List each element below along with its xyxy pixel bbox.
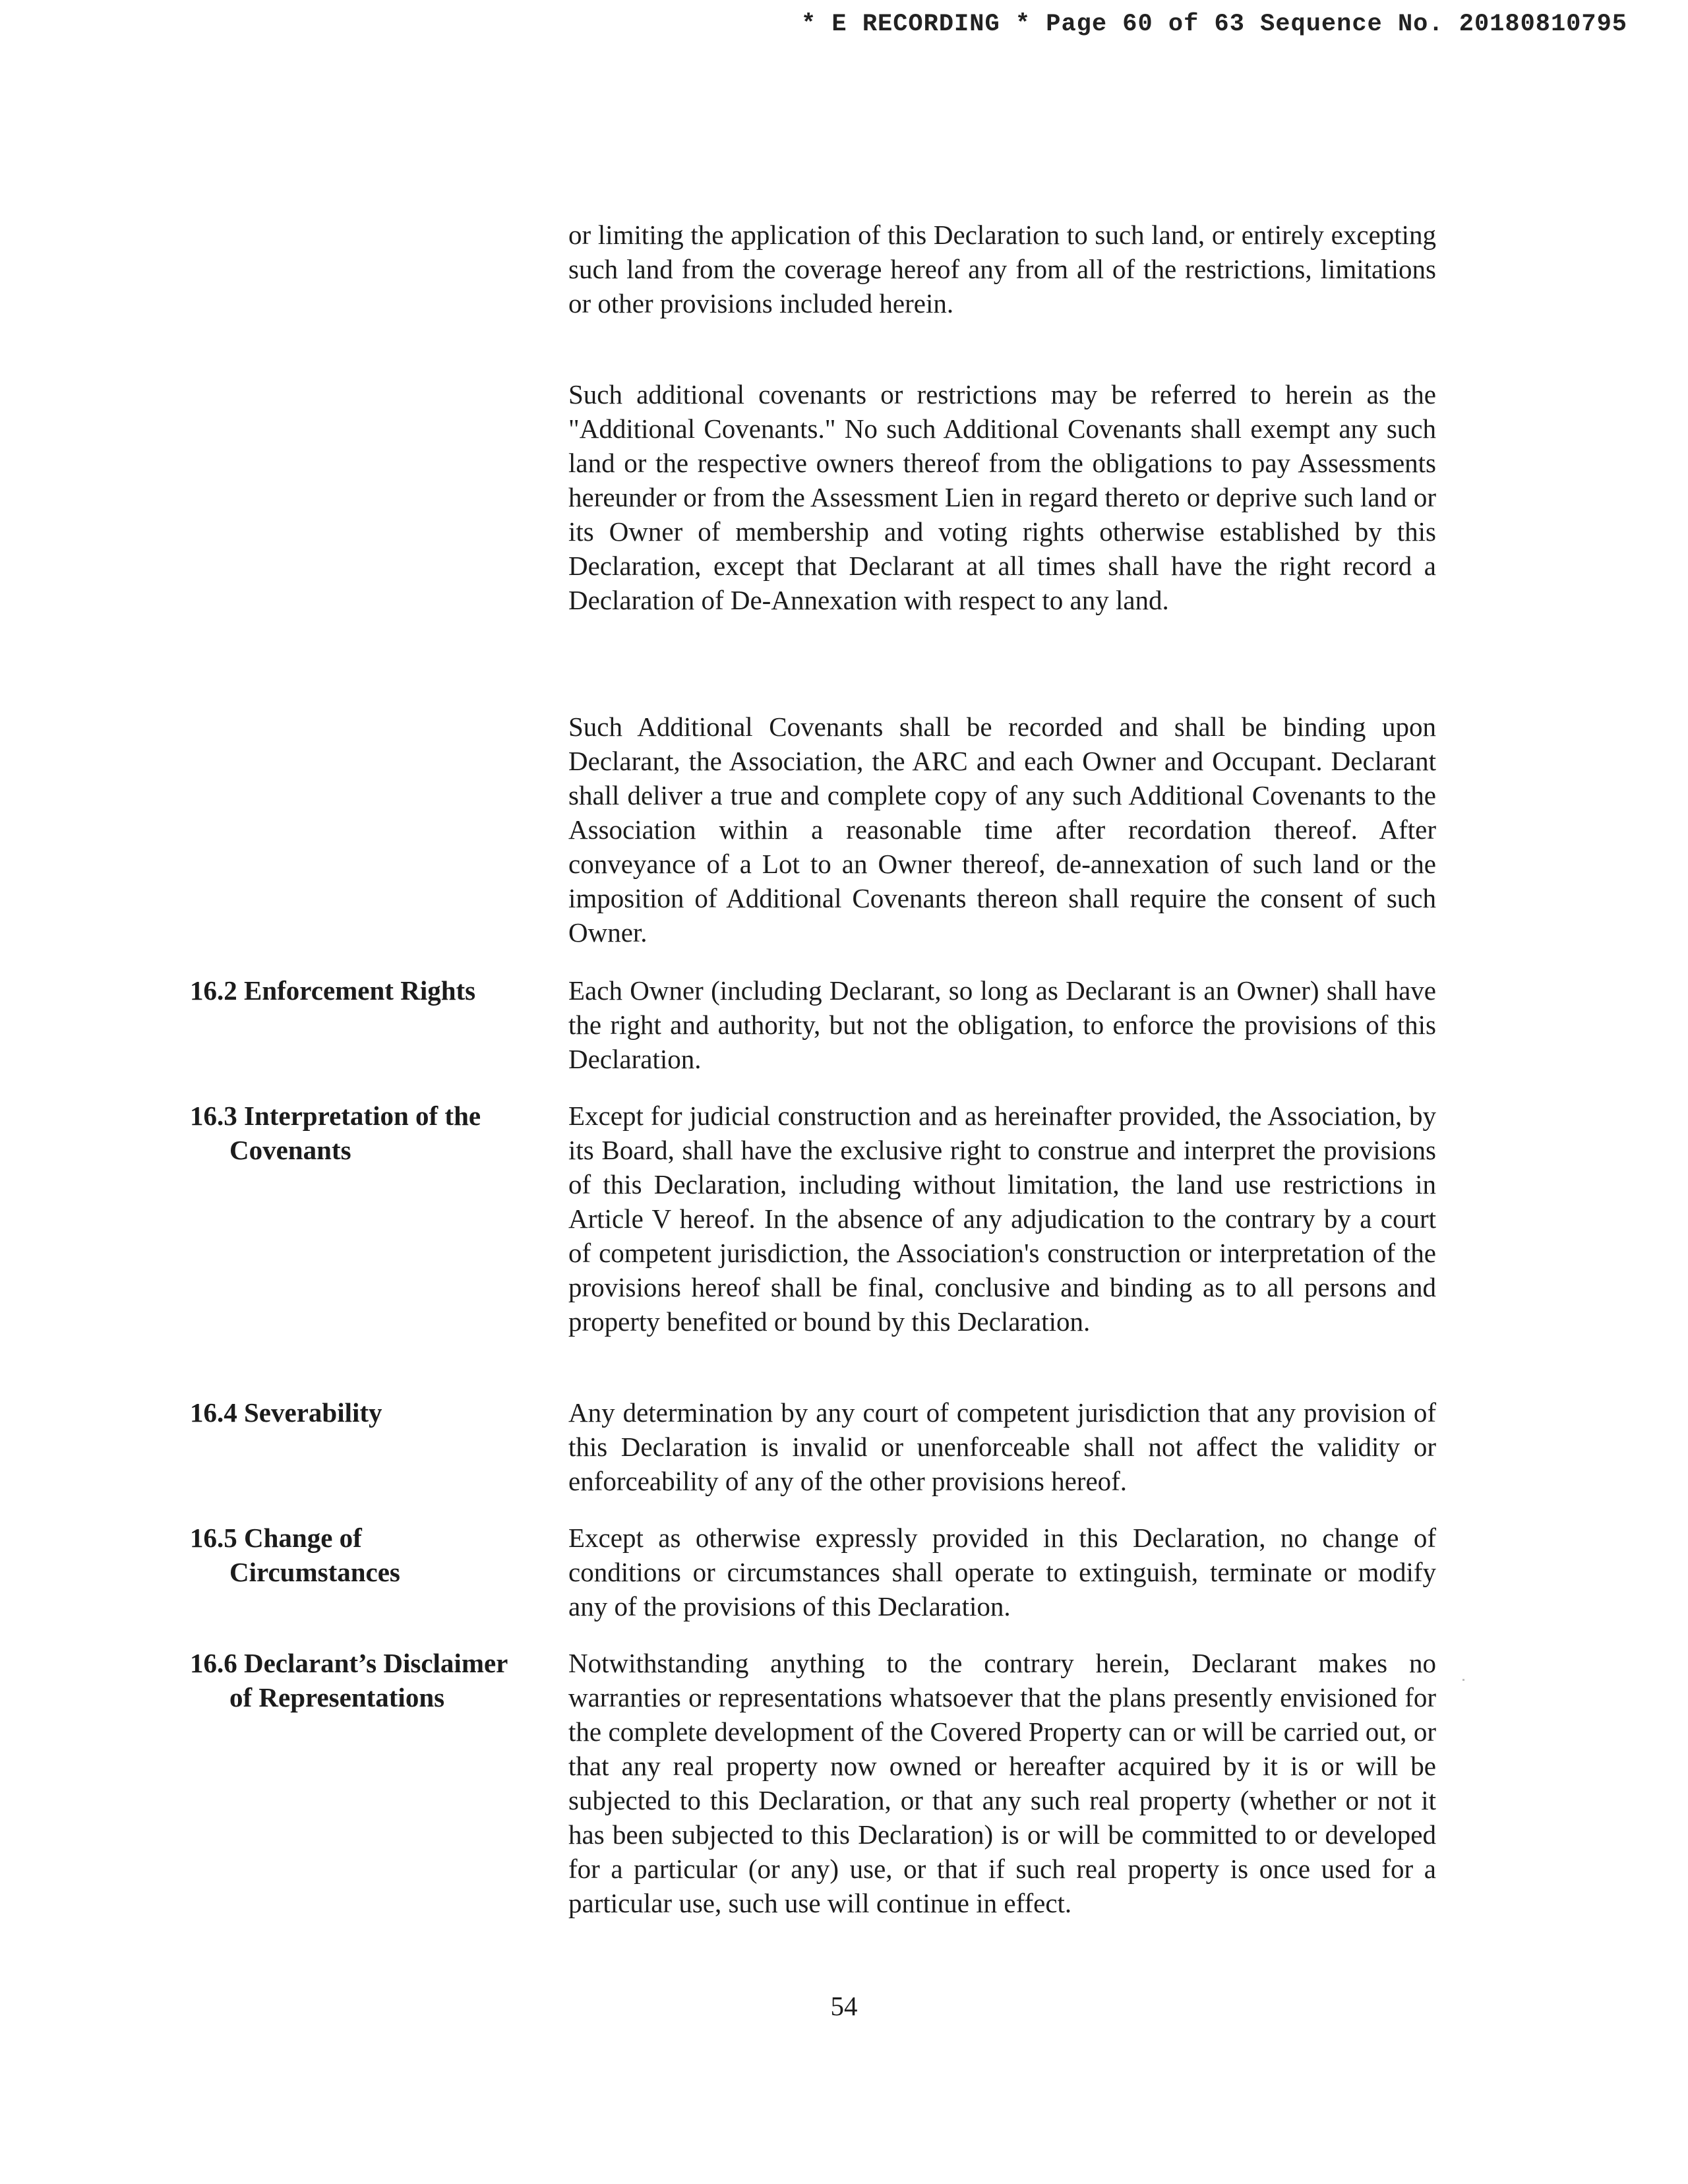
section-heading-line1: 16.5 Change of xyxy=(190,1523,362,1553)
section-heading-16-3 xyxy=(190,1099,559,1167)
recording-header: * E RECORDING * Page 60 of 63 Sequence No. 20180810795 xyxy=(801,11,1627,38)
section-heading-line1: 16.3 Interpretation of the xyxy=(190,1101,481,1131)
section-heading-line2: Circumstances xyxy=(229,1557,400,1587)
section-heading-line1: 16.2 Enforcement Rights xyxy=(190,975,476,1006)
section-heading-line1: 16.6 Declarant’s Disclaimer xyxy=(190,1648,508,1678)
paragraph-recording-covenants: Such Additional Covenants shall be recorded and shall be binding upon Declarant, the Association, the ARC and each Owner and Occupant. Declarant shall deliver a true and complete copy of any such Additional Covenants to the Association within a reasonable time after recordation thereof. After conveyance of a Lot to an Owner thereof, de-annexation of such land or the imposition of Additional Covenants thereon shall require the consent of such Owner. xyxy=(568,712,1436,948)
page-number: 54 xyxy=(830,1991,858,2021)
section-heading-16-6 xyxy=(190,1646,559,1714)
section-body-16-3: Except for judicial construction and as hereinafter provided, the Association, by its Board, shall have the exclusive right to construe and interpret the provisions of this Declaration, including without limitation, the land use restrictions in Article V hereof. In the absence of any adjudication to the contrary by a court of competent jurisdiction, the Association's construction or interpretation of the provisions hereof shall be final, conclusive and binding as to all persons and property benefited or bound by this Declaration. xyxy=(568,1101,1436,1337)
section-heading-line2: Covenants xyxy=(229,1135,351,1165)
scan-speck xyxy=(1462,1679,1464,1681)
section-heading-16-5 xyxy=(190,1521,559,1589)
section-heading-line1: 16.4 Severability xyxy=(190,1397,382,1428)
paragraph-continuation: or limiting the application of this Declaration to such land, or entirely excepting such land from the coverage hereof any from all of the restrictions, limitations or other provisions included herein. xyxy=(568,220,1436,318)
section-body-16-4: Any determination by any court of competent jurisdiction that any provision of this Declaration is invalid or unenforceable shall not affect the validity or enforceability of any of the other provisions hereof. xyxy=(568,1397,1436,1496)
section-body-16-2: Each Owner (including Declarant, so long as Declarant is an Owner) shall have the right and authority, but not the obligation, to enforce the provisions of this Declaration. xyxy=(568,975,1436,1074)
section-heading-16-2 xyxy=(190,973,559,1008)
section-heading-16-4 xyxy=(190,1395,559,1430)
section-heading-line2: of Representations xyxy=(229,1682,445,1713)
section-body-16-6: Notwithstanding anything to the contrary herein, Declarant makes no warranties or representations whatsoever that the plans presently envisioned for the complete development of the Covered Property can or will be carried out, or that any real property now owned or hereafter acquired by it is or will be subjected to this Declaration, or that any such real property (whether or not it has been subjected to this Declaration) is or will be committed to or developed for a particular (or any) use, or that if such real property is once used for a particular use, such use will continue in effect. xyxy=(568,1648,1436,1918)
paragraph-additional-covenants: Such additional covenants or restrictions may be referred to herein as the "Additional Covenants." No such Additional Covenants shall exempt any such land or the respective owners thereof from the obligations to pay Assessments hereunder or from the Assessment Lien in regard thereto or deprive such land or its Owner of membership and voting rights otherwise established by this Declaration, except that Declarant at all times shall have the right record a Declaration of De-Annexation with respect to any land. xyxy=(568,379,1436,615)
section-body-16-5: Except as otherwise expressly provided in this Declaration, no change of conditions or circumstances shall operate to extinguish, terminate or modify any of the provisions of this Declaration. xyxy=(568,1523,1436,1622)
